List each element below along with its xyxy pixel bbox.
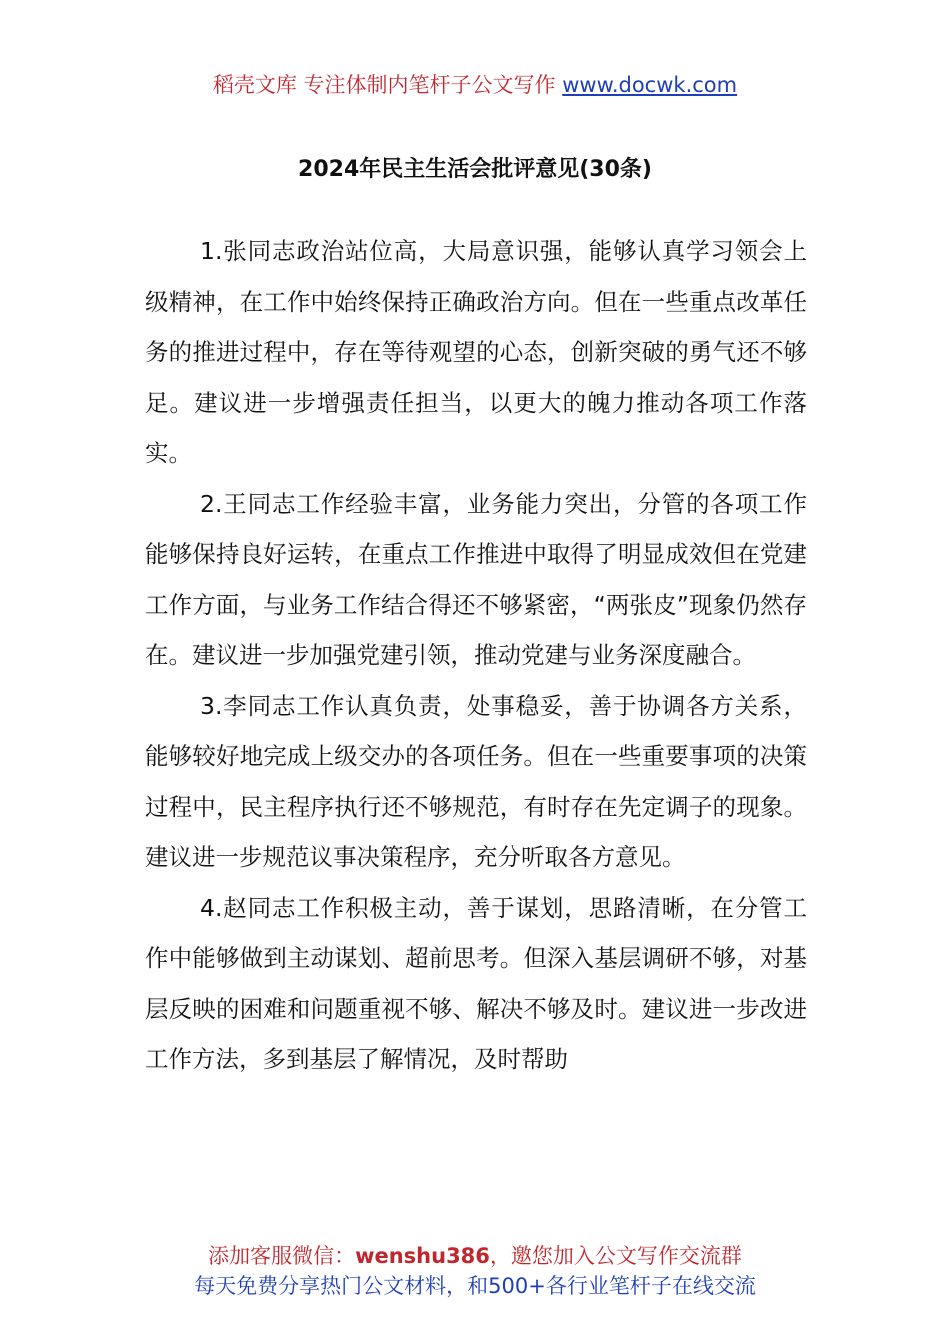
footer-contact-suffix: ，邀您加入公文写作交流群 (489, 1244, 742, 1268)
brand-tagline: 稻壳文库 专注体制内笔杆子公文写作 (212, 73, 563, 97)
header-banner (0, 70, 950, 100)
footer-contact-line (0, 1241, 950, 1271)
paragraph-4: 4.赵同志工作积极主动，善于谋划，思路清晰，在分管工作中能够做到主动谋划、超前思考。但深入基层调研不够，对基层反映的困难和问题重视不够、解决不够及时。建议进一步改进工作方法，多到基层了解情况，及时帮助 (145, 893, 807, 1073)
footer-contact-prefix: 添加客服微信： (208, 1244, 356, 1268)
footer-share-line: 每天免费分享热门公文材料，和500+各行业笔杆子在线交流 (194, 1274, 756, 1298)
document-body (145, 226, 807, 1085)
wechat-id: wenshu386 (355, 1244, 490, 1268)
paragraph-1: 1.张同志政治站位高，大局意识强，能够认真学习领会上级精神，在工作中始终保持正确政治方向。但在一些重点改革任务的推进过程中，存在等待观望的心态，创新突破的勇气还不够足。建议进一步增强责任担当，以更大的魄力推动各项工作落实。 (145, 237, 807, 467)
document-title: 2024年民主生活会批评意见(30条) (298, 157, 652, 182)
website-link[interactable]: www.docwk.com (562, 73, 738, 97)
paragraph-2: 2.王同志工作经验丰富，业务能力突出，分管的各项工作能够保持良好运转，在重点工作推进中取得了明显成效但在党建工作方面，与业务工作结合得还不够紧密，“两张皮”现象仍然存在。建议进一步加强党建引领，推动党建与业务深度融合。 (145, 489, 807, 669)
paragraph-3: 3.李同志工作认真负责，处事稳妥，善于协调各方关系，能够较好地完成上级交办的各项任务。但在一些重要事项的决策过程中，民主程序执行还不够规范，有时存在先定调子的现象。建议进一步规范议事决策程序，充分听取各方意见。 (145, 691, 807, 871)
footer-promo (0, 1241, 950, 1301)
